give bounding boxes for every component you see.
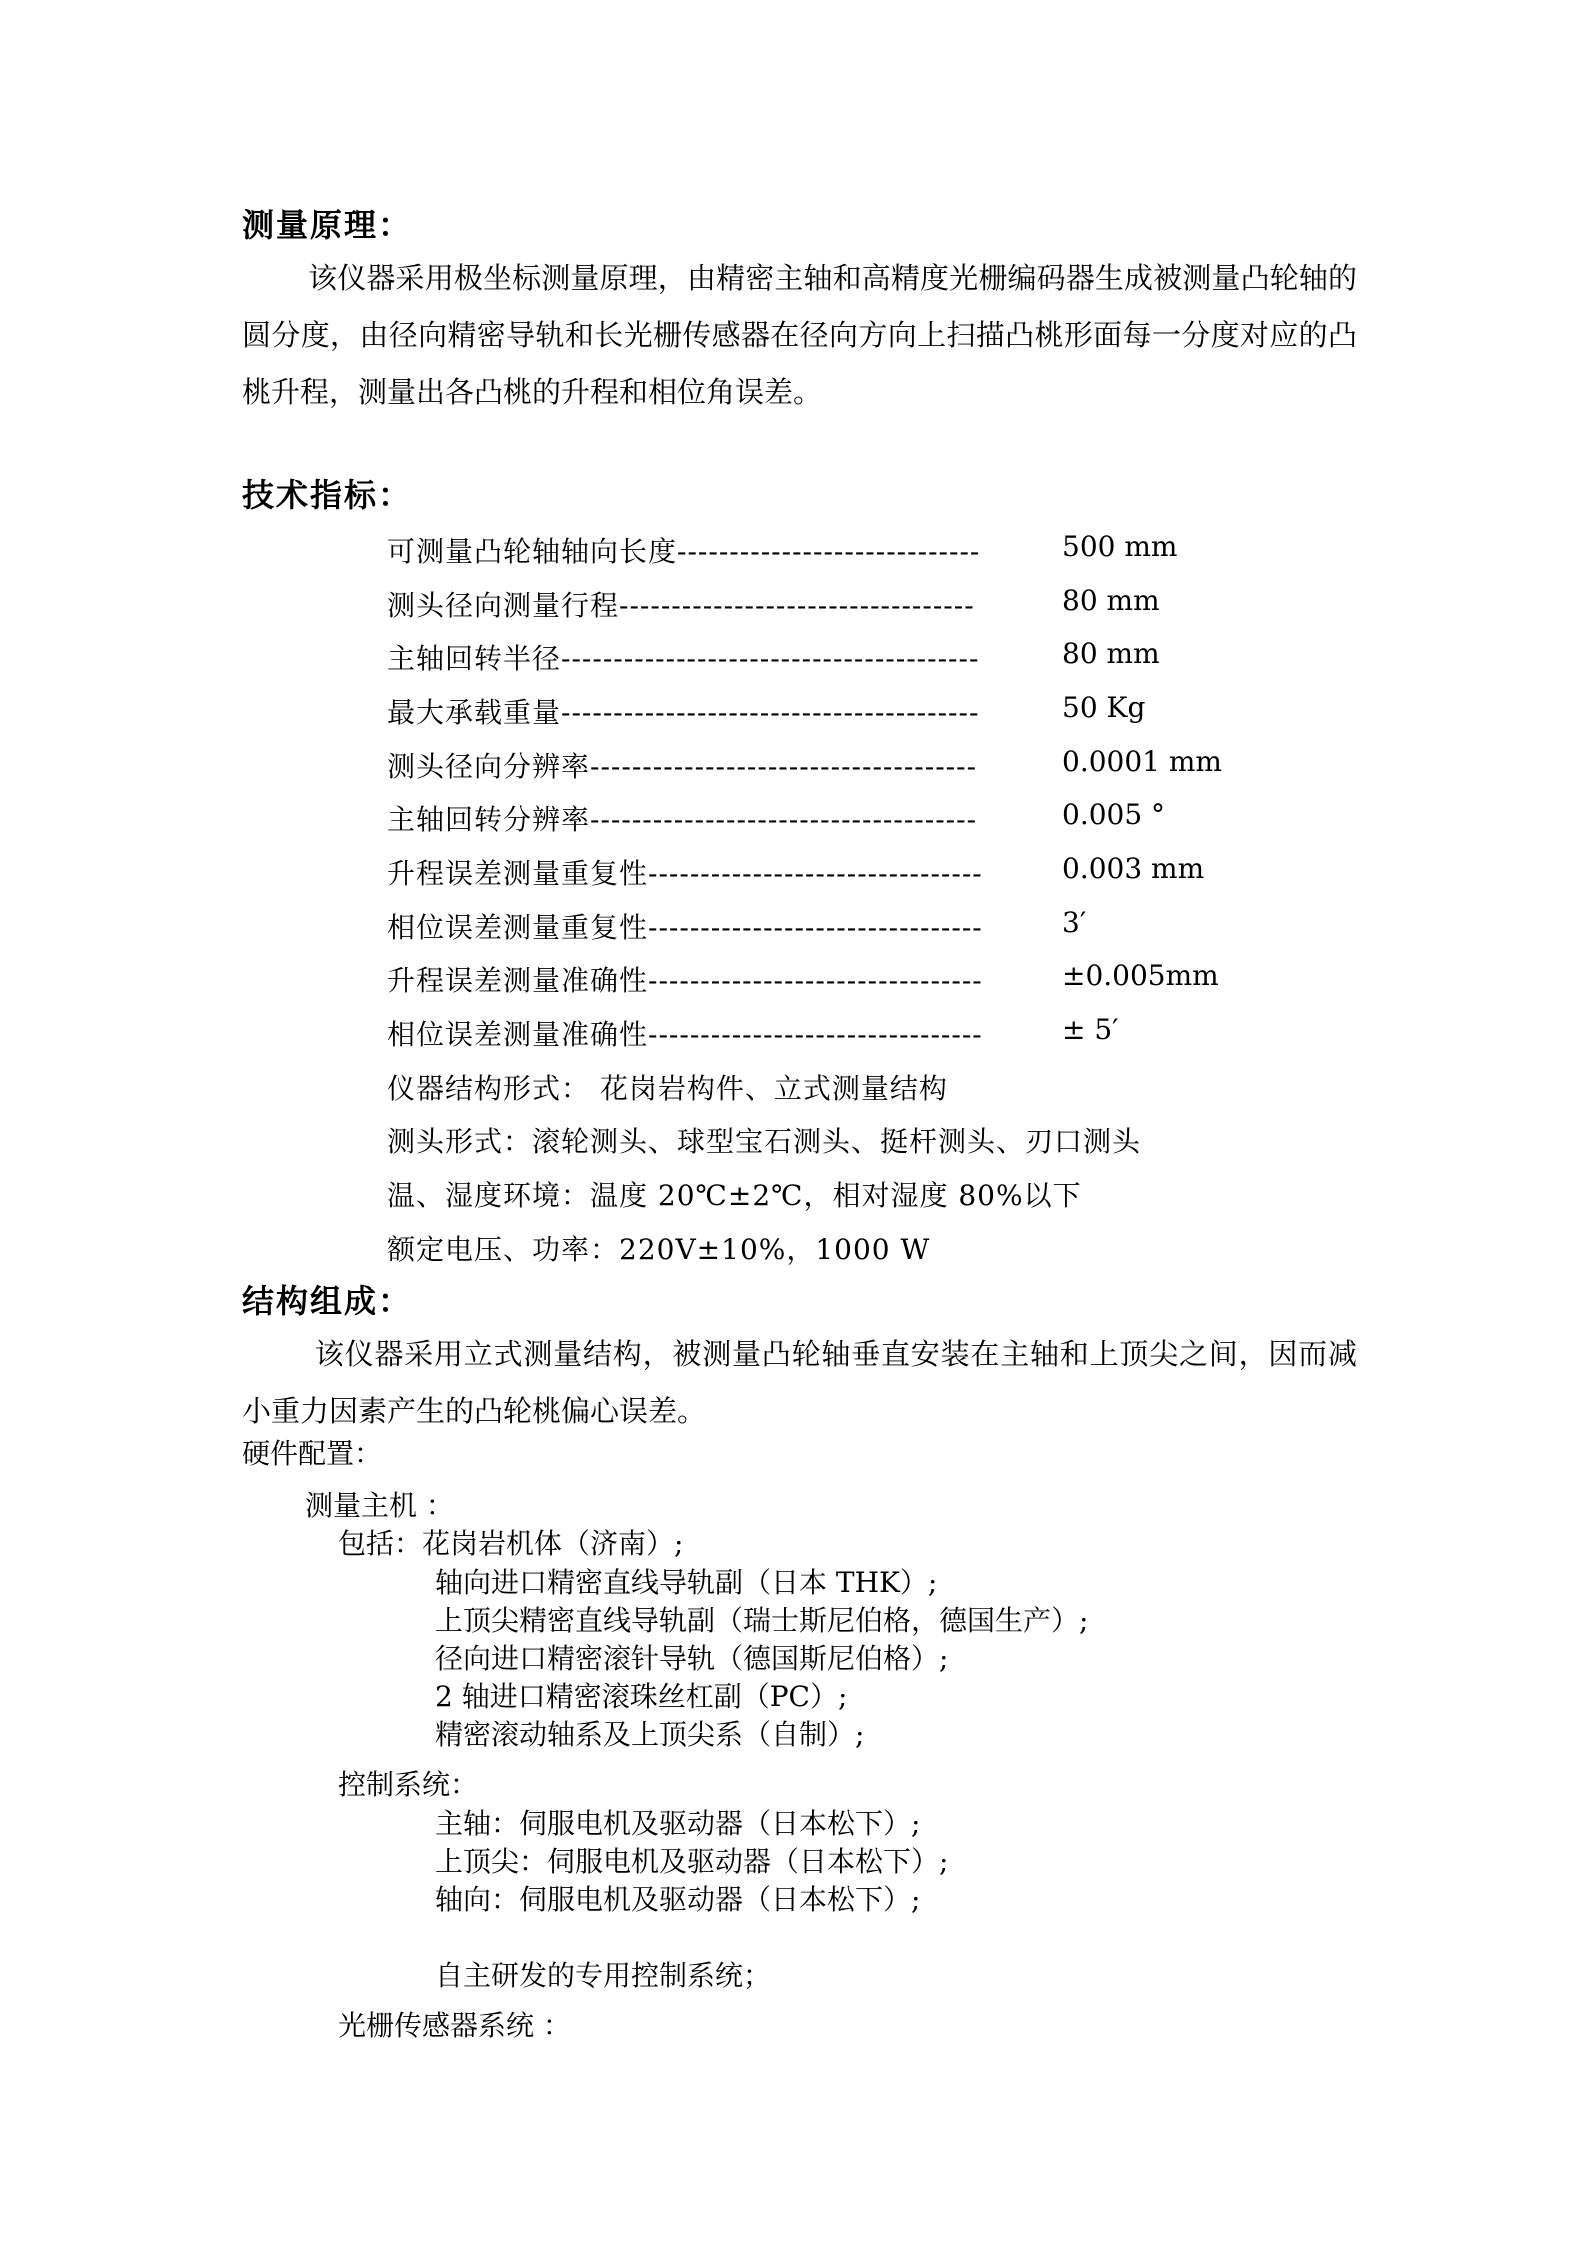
spec-value: 0.005 ° [1062,798,1166,831]
structure-text: 该仪器采用立式测量结构，被测量凸轮轴垂直安装在主轴和上顶尖之间，因而减小重力因素产生的凸轮桃偏心误差。 [242,1337,1357,1428]
principle-heading: 测量原理： [242,206,413,244]
structure-heading: 结构组成： [242,1282,413,1320]
hardware-title: 硬件配置： [242,1437,383,1470]
spec-value: 0.0001 mm [1062,745,1222,778]
spec-value: 80 mm [1062,637,1160,670]
hardware-host: 测量主机 ： [305,1489,454,1522]
spec-value: ± 5′ [1062,1013,1119,1046]
spec-label: 升程误差测量重复性-------------------------------- [387,857,983,890]
principle-text: 该仪器采用极坐标测量原理，由精密主轴和高精度光栅编码器生成被测量凸轮轴的圆分度，由径向精密导轨和长光栅传感器在径向方向上扫描凸桃形面每一分度对应的凸桃升程，测量出各凸桃的升程和相位角误差。 [242,261,1357,409]
spec-label: 可测量凸轮轴轴向长度----------------------------- [387,535,981,568]
principle-paragraph [242,250,1357,421]
hardware-include-item: 上顶尖精密直线导轨副（瑞士斯尼伯格，德国生产）; [435,1604,1089,1637]
hardware-control-item: 主轴：伺服电机及驱动器（日本松下）; [435,1807,921,1840]
spec-label: 测头径向测量行程---------------------------------- [387,589,975,622]
specs-heading: 技术指标： [242,476,413,514]
spec-value: 0.003 mm [1062,852,1205,885]
spec-label: 主轴回转半径---------------------------------------- [387,642,980,675]
hardware-control-item: 上顶尖：伺服电机及驱动器（日本松下）; [435,1845,949,1878]
hardware-control-label: 控制系统： [338,1768,479,1801]
spec-value: 3′ [1062,906,1087,939]
spec-value: 80 mm [1062,584,1160,617]
spec-environment-line: 温、湿度环境：温度 20℃±2℃，相对湿度 80%以下 [387,1179,1082,1212]
hardware-sensor-label: 光栅传感器系统 ： [338,2009,571,2042]
hardware-include-item: 轴向进口精密直线导轨副（日本 THK）; [435,1566,938,1599]
spec-label: 相位误差测量重复性-------------------------------- [387,911,983,944]
hardware-control-extra: 自主研发的专用控制系统； [435,1959,772,1992]
spec-label: 最大承载重量---------------------------------------- [387,696,980,729]
spec-value: 500 mm [1062,530,1178,563]
hardware-include-item: 径向进口精密滚针导轨（德国斯尼伯格）; [435,1642,949,1675]
hardware-include-item: 精密滚动轴系及上顶尖系（自制）; [435,1718,865,1751]
spec-label: 相位误差测量准确性-------------------------------- [387,1018,983,1051]
spec-value: ±0.005mm [1062,959,1219,992]
spec-label: 升程误差测量准确性-------------------------------- [387,964,983,997]
spec-value: 50 Kg [1062,691,1146,724]
spec-power-line: 额定电压、功率：220V±10%，1000 W [387,1233,931,1266]
spec-label: 主轴回转分辨率------------------------------------- [387,803,978,836]
structure-paragraph [242,1326,1357,1440]
hardware-includes-label: 包括：花岗岩机体（济南）; [338,1527,684,1560]
spec-label: 测头径向分辨率------------------------------------- [387,750,978,783]
hardware-include-item: 2 轴进口精密滚珠丝杠副（PC）; [435,1680,848,1713]
hardware-control-item: 轴向：伺服电机及驱动器（日本松下）; [435,1883,921,1916]
spec-structure-line: 仪器结构形式： 花岗岩构件、立式测量结构 [387,1072,948,1105]
spec-probe-line: 测头形式：滚轮测头、球型宝石测头、挺杆测头、刃口测头 [387,1125,1142,1158]
